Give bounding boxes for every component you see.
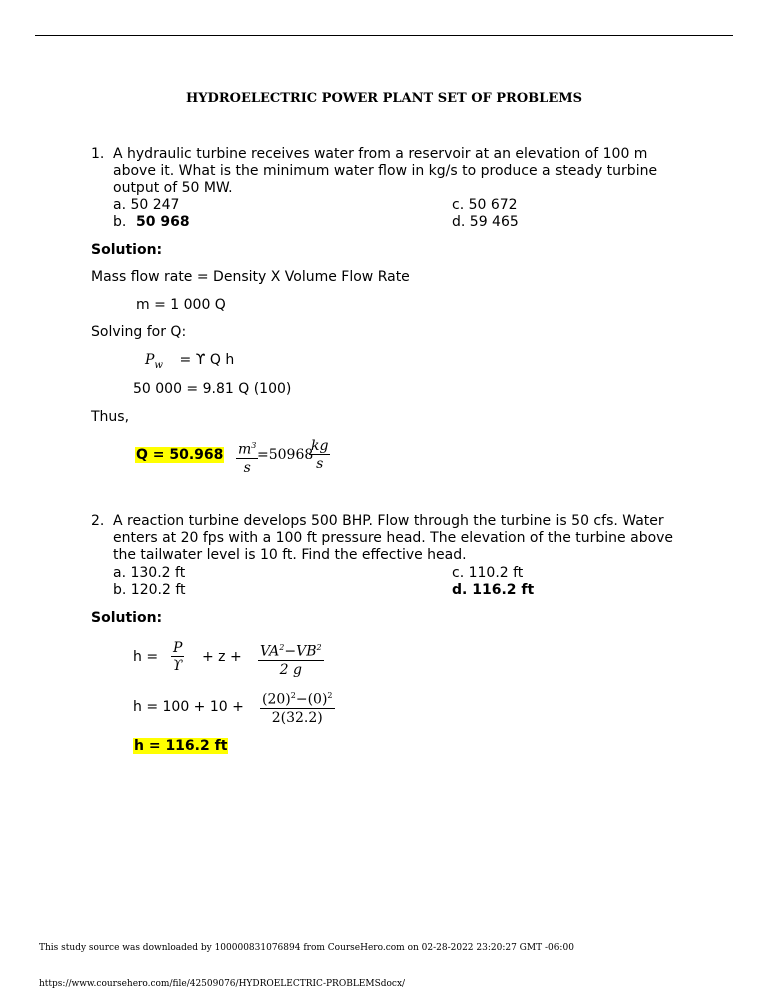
fraction-kg-per-s: $\frac{kg}{s}$ — [311, 438, 329, 472]
choice-1b-letter: b. — [113, 214, 127, 230]
equation-1-mid: + z + — [202, 649, 242, 665]
problem-2-line-3: the tailwater level is 10 ft. Find the effective head. — [113, 547, 467, 563]
choice-2d: d. 116.2 ft — [452, 582, 535, 598]
choice-1d: d. 59 465 — [452, 214, 519, 230]
problem-1-number: 1. — [91, 146, 105, 162]
power-subscript: w — [154, 359, 163, 371]
equation-1-lhs: h = — [133, 649, 159, 665]
solution-1-label: Solution: — [91, 242, 163, 258]
solution-1-step-6: Thus, — [91, 409, 130, 425]
equation-2-lhs: h = 100 + 10 + — [133, 699, 244, 715]
solution-1-step-4 — [145, 352, 234, 371]
problem-2-line-1: A reaction turbine develops 500 BHP. Flow through the turbine is 50 cfs. Water — [113, 513, 664, 529]
problem-1-line-1: A hydraulic turbine receives water from a reservoir at an elevation of 100 m — [113, 146, 648, 162]
solution-1-step-2: m = 1 000 Q — [136, 297, 226, 313]
solution-1-step-3: Solving for Q: — [91, 324, 187, 340]
problem-2-number: 2. — [91, 513, 105, 529]
choice-1b-value: 50 968 — [136, 214, 190, 230]
choice-1a: a. 50 247 — [113, 197, 180, 213]
problem-1-line-2: above it. What is the minimum water flow in kg/s to produce a steady turbine — [113, 163, 658, 179]
answer-1-highlight: Q = 50.968 — [136, 447, 224, 463]
choice-1c: c. 50 672 — [452, 197, 518, 213]
choice-2b: b. 120.2 ft — [113, 582, 186, 598]
footer-download-notice: This study source was downloaded by 100000831076894 from CourseHero.com on 02-28-2022 23:20:27 GMT -06:00 — [39, 943, 574, 953]
page-title: HYDROELECTRIC POWER PLANT SET OF PROBLEMS — [185, 91, 583, 106]
answer-1-equals: =50968 — [257, 447, 314, 463]
choice-2a: a. 130.2 ft — [113, 565, 186, 581]
problem-1-line-3: output of 50 MW. — [113, 180, 233, 196]
fraction-m3-per-s: $\frac{m^3}{s}$ — [236, 438, 258, 477]
fraction-velocity-values: $\frac{(20)^2-(0)^2}{2(32.2)}$ — [260, 688, 335, 727]
power-symbol: P — [145, 352, 155, 368]
power-equation-rest: = ϒ Q h — [179, 352, 235, 368]
answer-2-highlight: h = 116.2 ft — [134, 738, 228, 754]
solution-2-label: Solution: — [91, 610, 163, 626]
problem-2-line-2: enters at 20 fps with a 100 ft pressure head. The elevation of the turbine above — [113, 530, 674, 546]
fraction-velocity-head: $\frac{VA^2-VB^2}{2 g}$ — [258, 640, 324, 679]
solution-1-step-1: Mass flow rate = Density X Volume Flow Rate — [91, 269, 410, 285]
top-rule — [35, 35, 733, 36]
solution-1-step-5: 50 000 = 9.81 Q (100) — [133, 381, 292, 397]
fraction-p-over-gamma: $\frac{P}{ϒ}$ — [172, 640, 183, 674]
choice-2c: c. 110.2 ft — [452, 565, 524, 581]
footer-source-url[interactable]: https://www.coursehero.com/file/42509076/HYDROELECTRIC-PROBLEMSdocx/ — [39, 979, 406, 989]
